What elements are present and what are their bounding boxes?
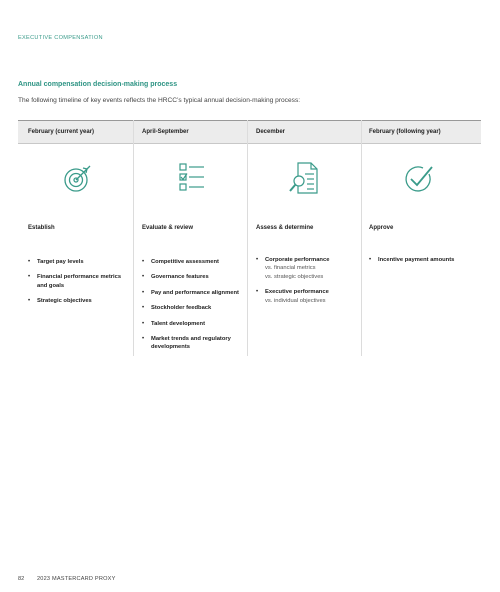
target-icon: [60, 160, 94, 196]
timeline-table: [18, 120, 481, 356]
document-magnifier-icon: [288, 160, 322, 196]
list-item: • Strategic objectives: [28, 297, 128, 305]
list-item: • Stockholder feedback: [142, 304, 242, 312]
checklist-icon: [175, 160, 209, 196]
column-divider: [133, 120, 134, 356]
stage-approve: Approve: [369, 225, 394, 231]
list-item: • Governance features: [142, 273, 242, 281]
intro-text: The following timeline of key events reflects the HRCC’s typical annual decision-making process:: [18, 97, 301, 104]
establish-list: [28, 258, 128, 313]
page-number: 82: [18, 576, 25, 582]
section-label: EXECUTIVE COMPENSATION: [18, 35, 103, 41]
list-item: • Corporate performance vs. financial metrics vs. strategic objectives: [256, 256, 356, 281]
list-item: • Talent development: [142, 320, 242, 328]
stage-establish: Establish: [28, 225, 55, 231]
period-february-current: February (current year): [28, 129, 95, 135]
stage-evaluate-review: Evaluate & review: [142, 225, 194, 231]
list-item: • Executive performance vs. individual objectives: [256, 288, 356, 305]
section-heading: Annual compensation decision-making process: [18, 81, 178, 88]
period-february-following: February (following year): [369, 129, 441, 135]
assess-determine-list: [256, 256, 356, 312]
timeline-header-row: [18, 120, 481, 144]
period-april-september: April-September: [142, 129, 189, 135]
approve-list: [369, 256, 469, 271]
document-title: 2023 MASTERCARD PROXY: [37, 576, 116, 582]
list-item: • Incentive payment amounts: [369, 256, 469, 264]
column-divider: [247, 120, 248, 356]
list-item: • Financial performance metrics and goals: [28, 273, 128, 290]
list-item: • Market trends and regulatory developments: [142, 335, 242, 352]
list-item: • Target pay levels: [28, 258, 128, 266]
list-item: • Pay and performance alignment: [142, 289, 242, 297]
stage-assess-determine: Assess & determine: [256, 225, 314, 231]
checkmark-circle-icon: [401, 160, 435, 196]
period-december: December: [256, 129, 286, 135]
list-item: • Competitive assessment: [142, 258, 242, 266]
evaluate-review-list: [142, 258, 242, 359]
column-divider: [361, 120, 362, 356]
